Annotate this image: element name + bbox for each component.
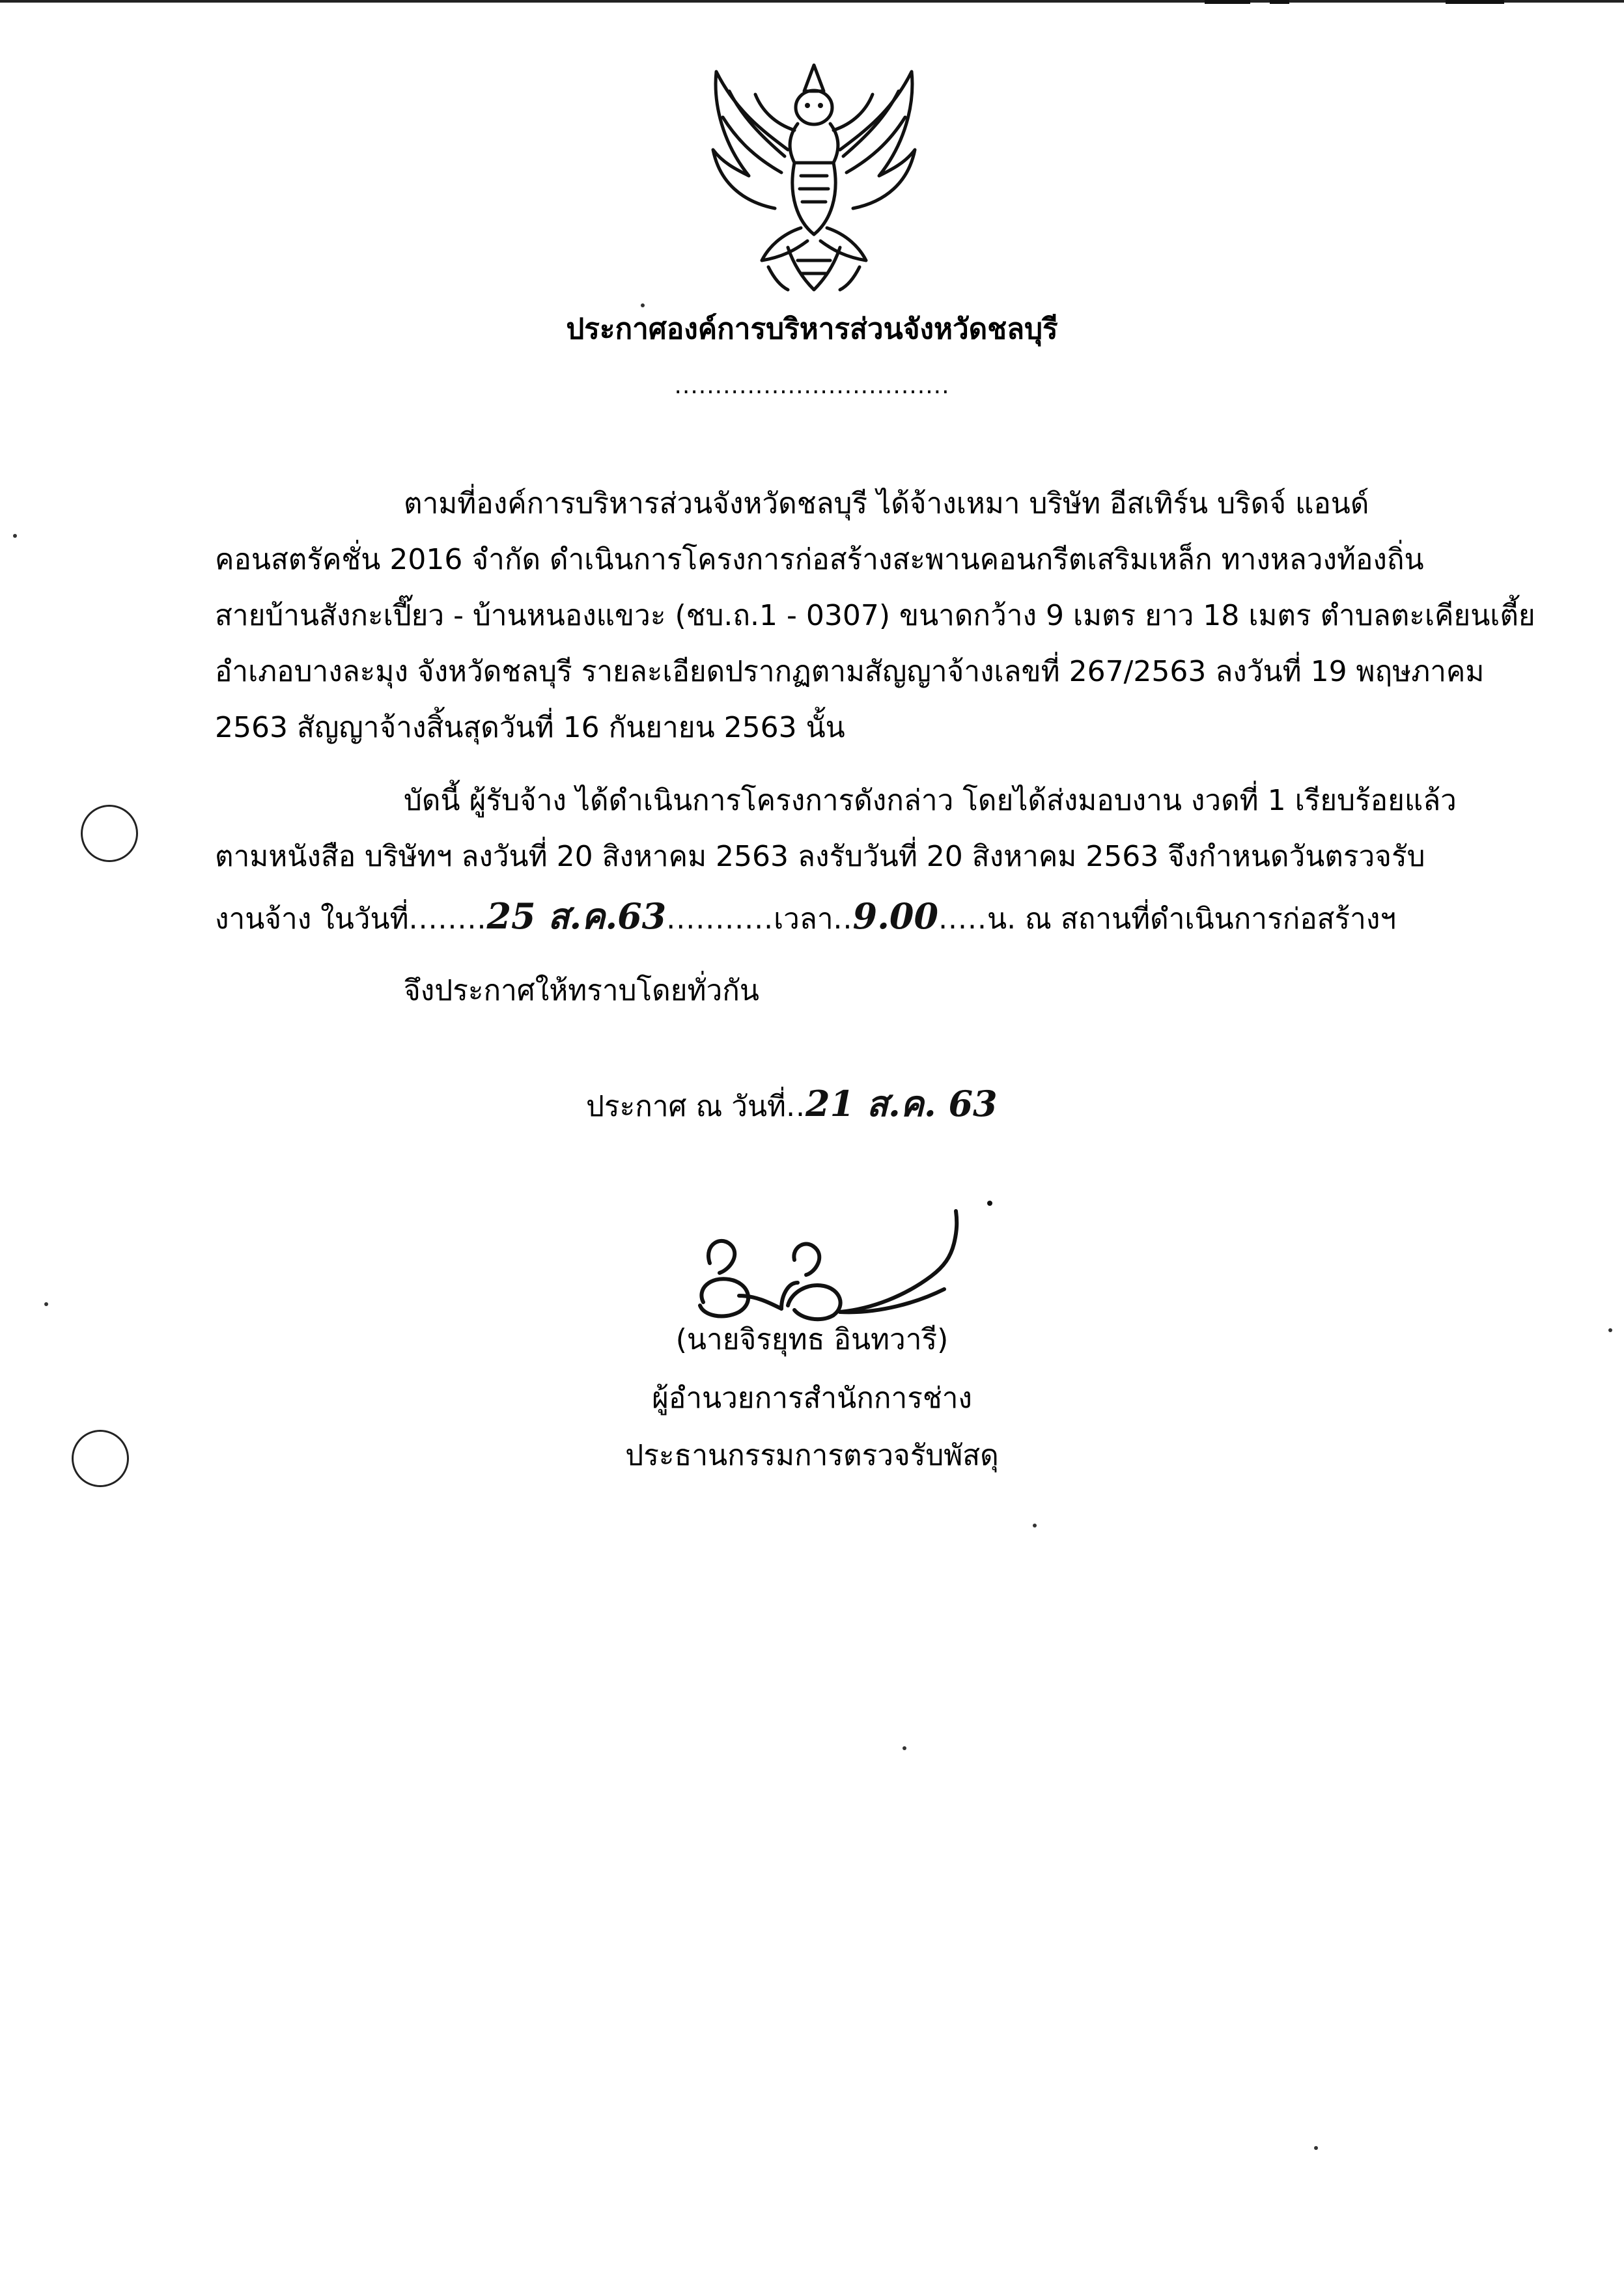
time-label: เวลา — [774, 902, 833, 936]
handwritten-announcement-date: 21 ส.ค. 63 — [805, 1083, 998, 1124]
fill-dots: .. — [786, 1090, 806, 1123]
scan-speck — [1608, 1328, 1612, 1332]
garuda-emblem-icon — [690, 52, 938, 300]
paragraph1-line3: สายบ้านสังกะเปี๊ยว - บ้านหนองแขวะ (ชบ.ถ.1 - 0307) ขนาดกว้าง 9 เมตร ยาว 18 เมตร ตำบลตะเคียนเตี้ย — [215, 599, 1535, 632]
paragraph1-line4: อำเภอบางละมุง จังหวัดชลบุรี รายละเอียดปรากฏตามสัญญาจ้างเลขที่ 267/2563 ลงวันที่ 19 พฤษภาคม — [215, 655, 1485, 688]
signer-position: ผู้อำนวยการสำนักการช่าง — [652, 1382, 972, 1415]
fill-dots: ..... — [938, 902, 987, 936]
fill-dots: .. — [833, 902, 853, 936]
paragraph1-line2: คอนสตรัคชั่น 2016 จำกัด ดำเนินการโครงการก่อสร้างสะพานคอนกรีตเสริมเหล็ก ทางหลวงท้องถิ่น — [215, 543, 1424, 576]
announcement-label: ประกาศ ณ วันที่ — [586, 1090, 787, 1123]
inspection-date-line — [215, 895, 1397, 937]
scan-top-border — [0, 0, 1624, 3]
paragraph2-line1: บัดนี้ ผู้รับจ้าง ได้ดำเนินการโครงการดังกล่าว โดยได้ส่งมอบงาน งวดที่ 1 เรียบร้อยแล้ว — [404, 784, 1457, 817]
fill-dots: ........ — [408, 902, 487, 936]
fill-dots: ........... — [666, 902, 774, 936]
paragraph1-line5: 2563 สัญญาจ้างสิ้นสุดวันที่ 16 กันยายน 2563 นั้น — [215, 711, 845, 744]
closing-statement: จึงประกาศให้ทราบโดยทั่วกัน — [404, 974, 759, 1007]
title-separator: .................................. — [674, 372, 950, 399]
announcement-date-line — [586, 1083, 998, 1124]
scan-speck — [13, 534, 17, 538]
paragraph2-line2: ตามหนังสือ บริษัทฯ ลงวันที่ 20 สิงหาคม 2563 ลงรับวันที่ 20 สิงหาคม 2563 จึงกำหนดวันตรวจรับ — [215, 840, 1425, 873]
punch-hole-icon — [72, 1430, 129, 1487]
signer-name: (นายจิรยุทธ อินทวารี) — [675, 1323, 949, 1356]
handwritten-inspection-date: 25 ส.ค.63 — [486, 895, 667, 937]
inspection-prefix: งานจ้าง ในวันที่ — [215, 902, 409, 936]
scan-top-mark — [1446, 0, 1504, 4]
handwritten-inspection-time: 9.00 — [852, 895, 939, 937]
inspection-suffix: น. ณ สถานที่ดำเนินการก่อสร้างฯ — [987, 902, 1397, 936]
paragraph1-line1: ตามที่องค์การบริหารส่วนจังหวัดชลบุรี ได้จ้างเหมา บริษัท อีสเทิร์น บริดจ์ แอนด์ — [404, 487, 1369, 520]
scan-speck — [903, 1746, 906, 1750]
document-title: ประกาศองค์การบริหารส่วนจังหวัดชลบุรี — [566, 313, 1058, 346]
scan-speck — [641, 303, 645, 307]
punch-hole-icon — [81, 805, 138, 862]
handwritten-signature — [684, 1198, 1022, 1335]
signer-committee-role: ประธานกรรมการตรวจรับพัสดุ — [625, 1439, 999, 1472]
scan-top-mark — [1205, 0, 1250, 4]
scan-speck — [1314, 2146, 1318, 2150]
scan-top-mark — [1270, 0, 1289, 4]
scan-speck — [1033, 1524, 1037, 1527]
scan-speck — [44, 1302, 48, 1306]
